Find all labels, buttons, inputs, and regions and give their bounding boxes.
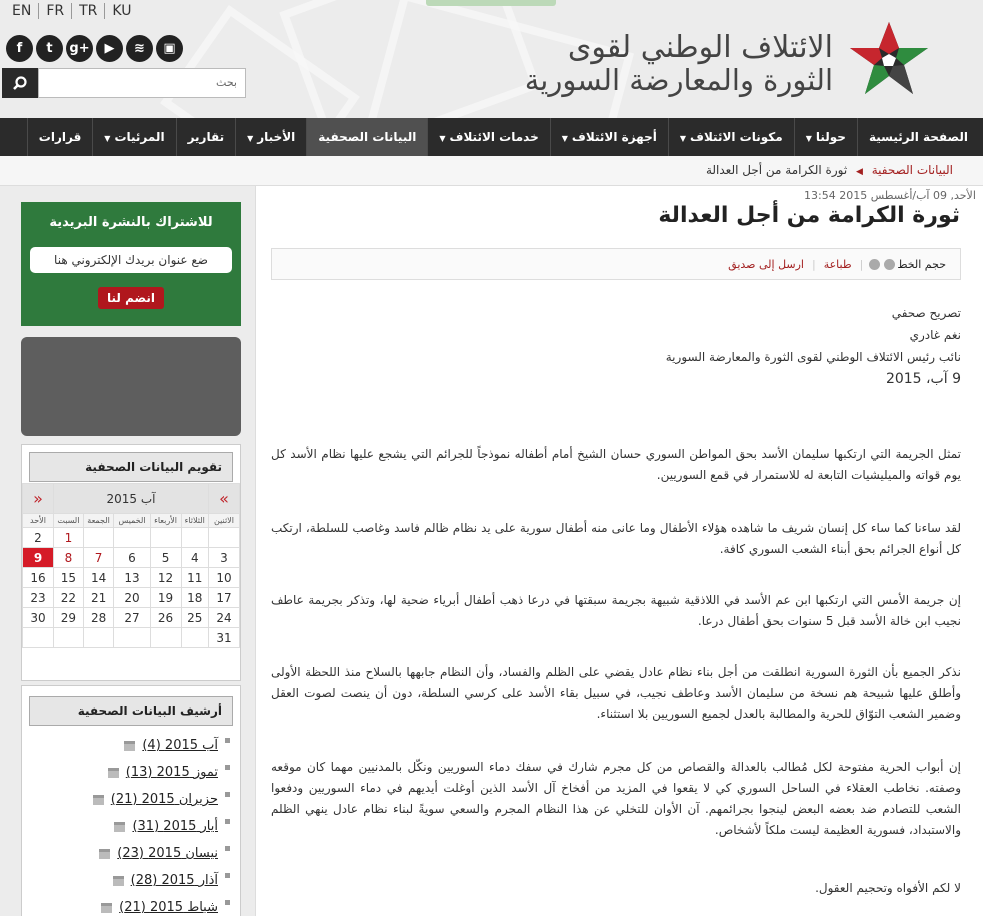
nav-item-label: الصفحة الرئيسية: [868, 130, 968, 144]
calendar-day: 25: [181, 608, 208, 628]
calendar-day: [83, 628, 114, 648]
calendar-day: [181, 528, 208, 548]
article-paragraph: إن جريمة الأمس التي ارتكبها ابن عم الأسد في اللاذقية شبيهة بجريمة سبقتها في درعا ذهب أطفال أبرياء ضحية لها، وتذكر بجريمة عاطف نجيب ابن خالة الأسد قبل 5 سنوات بحق أطفال درعا.: [271, 593, 961, 628]
article-header-lines: [271, 302, 961, 390]
calendar-day: 27: [114, 608, 150, 628]
calendar-day: 31: [209, 628, 240, 648]
calendar-day: [114, 628, 150, 648]
lang-link-fr[interactable]: FR: [38, 3, 71, 19]
nav-item[interactable]: [668, 118, 794, 156]
bullet-icon: [225, 738, 230, 743]
calendar-day[interactable]: 1: [54, 528, 84, 548]
calendar-day: 19: [150, 588, 181, 608]
archive-item: [30, 786, 230, 813]
calendar-icon: [124, 741, 135, 751]
calendar-icon: [114, 822, 125, 832]
chevron-down-icon: ▼: [247, 134, 254, 143]
nav-item-label: البيانات الصحفية: [318, 130, 417, 144]
chevron-down-icon: ▼: [679, 134, 686, 143]
calendar-icon: [99, 849, 110, 859]
header-tab: [426, 0, 556, 6]
archive-item: [30, 759, 230, 786]
calendar-day: 18: [181, 588, 208, 608]
logo-line-2: الثورة والمعارضة السورية: [524, 63, 833, 97]
bullet-icon: [225, 900, 230, 905]
archive-link[interactable]: آب 2015 (4): [142, 738, 218, 753]
toolbar-divider: |: [859, 257, 864, 271]
calendar-day: 26: [150, 608, 181, 628]
newsletter-join-button[interactable]: انضم لنا: [98, 287, 164, 309]
nav-item-label: مكونات الائتلاف: [690, 130, 783, 144]
font-decrease-icon[interactable]: [884, 259, 895, 270]
nav-item-label: تقارير: [187, 130, 225, 144]
calendar-day: 21: [83, 588, 114, 608]
calendar-day-name: السبت: [54, 514, 84, 528]
calendar-day-name: الأربعاء: [150, 514, 181, 528]
bullet-icon: [225, 846, 230, 851]
archive-link[interactable]: شباط 2015 (21): [119, 900, 218, 915]
archive-link[interactable]: حزيران 2015 (21): [110, 792, 218, 807]
calendar-next-icon[interactable]: »: [209, 484, 240, 514]
calendar-day: [150, 528, 181, 548]
calendar-day: [23, 628, 54, 648]
site-header: [0, 0, 983, 118]
chevron-down-icon: ▼: [805, 134, 812, 143]
nav-item[interactable]: [27, 118, 93, 156]
sidebar-widget-placeholder: [21, 337, 241, 436]
article-title: ثورة الكرامة من أجل العدالة: [658, 203, 960, 228]
breadcrumb: [706, 163, 953, 177]
article-toolbar: [271, 248, 961, 280]
chevron-down-icon: ▼: [104, 134, 111, 143]
archive-title: أرشيف البيانات الصحفية: [29, 696, 233, 726]
archive-item: [30, 840, 230, 867]
calendar-icon: [113, 876, 124, 886]
calendar-day: 17: [209, 588, 240, 608]
calendar-title: تقويم البيانات الصحفية: [29, 452, 233, 482]
lang-link-ku[interactable]: KU: [104, 3, 138, 19]
archive-item: [30, 732, 230, 759]
search-icon: [12, 75, 28, 91]
logo-line-1: الائتلاف الوطني لقوى: [567, 30, 833, 65]
calendar-day: 5: [150, 548, 181, 568]
calendar-day: 6: [114, 548, 150, 568]
article-paragraph: نذكر الجميع بأن الثورة السورية انطلقت من أجل بناء نظام عادل يقضي على الظلم والفساد، وأن النظام جابهها بالسلاح منذ اللحظة الأولى وأطلق عليها شبيحة هم نسخة من سليمان الأسد وعاطف نجيب، في سبيل بقاء الأسد على كرسي السلطة، دون أن ينصت لصوت العقل وضمير الشعب التوّاق للحرية والمطالبة بالعدل لجميع السوريين بلا استثناء.: [271, 665, 961, 721]
calendar-day: 29: [54, 608, 84, 628]
archive-item: [30, 867, 230, 894]
author-name: نغم غادري: [909, 328, 961, 342]
chevron-down-icon: ▼: [561, 134, 568, 143]
article-paragraph: لقد ساءنا كما ساء كل إنسان شريف ما شاهده هؤلاء الأطفال وما عانى منه أطفال سورية على يد نظام ظالم فاسد وغاصب للسلطة، ارتكب كل أنواع الجرائم بحق أبناء الشعب السوري كافة.: [271, 521, 961, 556]
archive-link[interactable]: نيسان 2015 (23): [117, 846, 218, 861]
calendar-day: [114, 528, 150, 548]
calendar-day: 16: [23, 568, 54, 588]
calendar-day: 14: [83, 568, 114, 588]
calendar-day: 22: [54, 588, 84, 608]
calendar-day: 13: [114, 568, 150, 588]
nav-item-label: المرئيات: [114, 130, 165, 144]
newsletter-box: [21, 202, 241, 326]
nav-item-label: خدمات الائتلاف: [449, 130, 539, 144]
nav-item-label: قرارات: [38, 130, 82, 144]
statement-type: تصريح صحفي: [891, 306, 961, 320]
nav-item[interactable]: [306, 118, 427, 156]
calendar-day-name: الثلاثاء: [181, 514, 208, 528]
nav-item-label: أجهزة الائتلاف: [571, 130, 657, 144]
article-paragraph: إن أبواب الحرية مفتوحة لكل مُطالب بالعدالة والقصاص من كل مجرم شارك في سفك دماء السوريين ونكّل بالمدنيين مهما كان موقعه وصفته. نخاطب العقلاء في الساحل السوري كي لا يقعوا في المزيد من أفخاخ آل الأسد الذين أوغلت أيديهم في دماء السوريين ودفعوا الشعب للتصادم ضد بعضه البعض لينجوا بجرائمهم. آن الأوان للتخلي عن هذا النظام المجرم والسعي سويةً لبناء نظام عادل ينهي الظلم والاستبداد، فسورية العظيمة ليست ملكاً لأشخاص.: [271, 760, 961, 837]
nav-item[interactable]: [176, 118, 236, 156]
search-bar: [2, 68, 246, 98]
calendar-day: 15: [54, 568, 84, 588]
calendar-day[interactable]: 9: [23, 548, 54, 568]
lang-link-en[interactable]: EN: [12, 3, 32, 19]
newsletter-title: للاشتراك بالنشرة البريدية: [49, 215, 213, 230]
main-navigation: [0, 118, 983, 156]
nav-item[interactable]: [857, 118, 979, 156]
font-increase-icon[interactable]: [869, 259, 880, 270]
toolbar-divider: |: [812, 257, 816, 271]
calendar-day-name: الجمعة: [83, 514, 114, 528]
instagram-icon[interactable]: ▣: [156, 35, 183, 62]
nav-item[interactable]: [794, 118, 857, 156]
calendar-icon: [108, 768, 119, 778]
article-paragraph: تمثل الجريمة التي ارتكبها سليمان الأسد بحق المواطن السوري حسان الشيخ أمام أطفاله نموذجاً للجرائم التي يشجع عليها نظام الأسد كل يوم قواته والميليشيات التابعة له للاستمرار في قمع السوريين.: [271, 447, 961, 482]
author-role: نائب رئيس الائتلاف الوطني لقوى الثورة والمعارضة السورية: [665, 350, 961, 364]
archive-item: [30, 813, 230, 840]
calendar-day: [54, 628, 84, 648]
facebook-icon[interactable]: f: [6, 35, 33, 62]
calendar-day: 4: [181, 548, 208, 568]
lang-link-tr[interactable]: TR: [71, 3, 104, 19]
article-date: الأحد, 09 آب/أغسطس 2015 13:54: [804, 189, 976, 202]
archive-link[interactable]: أيار 2015 (31): [132, 819, 218, 834]
rss-icon[interactable]: ≋: [126, 35, 153, 62]
calendar-icon: [93, 795, 104, 805]
calendar-day: 2: [23, 528, 54, 548]
bullet-icon: [225, 792, 230, 797]
search-input[interactable]: بحث: [38, 68, 246, 98]
calendar-day: 12: [150, 568, 181, 588]
nav-item-label: حولنا: [815, 130, 846, 144]
calendar-day: 28: [83, 608, 114, 628]
calendar-day: 11: [181, 568, 208, 588]
googleplus-icon[interactable]: g+: [66, 35, 93, 62]
youtube-icon[interactable]: ▶: [96, 35, 123, 62]
press-archive: [21, 685, 241, 916]
calendar-prev-icon[interactable]: «: [23, 484, 54, 514]
statement-date: 9 آب، 2015: [885, 371, 961, 387]
bullet-icon: [225, 873, 230, 878]
press-calendar: [21, 444, 241, 681]
newsletter-email-input[interactable]: ضع عنوان بريدك الإلكتروني هنا: [30, 247, 232, 273]
nav-item[interactable]: [427, 118, 549, 156]
chevron-down-icon: ▼: [439, 134, 446, 143]
nav-item[interactable]: [235, 118, 306, 156]
calendar-day: [83, 528, 114, 548]
calendar-day: [181, 628, 208, 648]
print-link[interactable]: طباعة: [823, 257, 852, 271]
bullet-icon: [225, 819, 230, 824]
article-paragraph: لا لكم الأفواه وتحجيم العقول.: [815, 881, 961, 895]
social-links: [6, 35, 183, 62]
send-to-friend-link[interactable]: ارسل إلى صديق: [728, 257, 804, 271]
breadcrumb-current: ثورة الكرامة من أجل العدالة: [705, 163, 848, 177]
nav-item[interactable]: [92, 118, 175, 156]
calendar-month-label: آب 2015: [54, 484, 209, 514]
breadcrumb-parent-link[interactable]: البيانات الصحفية: [871, 163, 953, 177]
calendar-day: [209, 528, 240, 548]
breadcrumb-separator-icon: ◀: [855, 167, 863, 177]
search-button[interactable]: [2, 68, 38, 98]
calendar-day[interactable]: 7: [83, 548, 114, 568]
calendar-day: 30: [23, 608, 54, 628]
calendar-day-name: الأحد: [23, 514, 54, 528]
language-switcher: [6, 3, 138, 19]
archive-list: [30, 732, 230, 916]
archive-link[interactable]: آذار 2015 (28): [130, 873, 218, 888]
site-logo-text[interactable]: [525, 32, 833, 96]
calendar-day: 23: [23, 588, 54, 608]
calendar-day-name: الخميس: [114, 514, 150, 528]
calendar-day: 20: [114, 588, 150, 608]
calendar-day[interactable]: 8: [54, 548, 84, 568]
archive-item: [30, 894, 230, 916]
calendar-day: 10: [209, 568, 240, 588]
calendar-icon: [101, 903, 112, 913]
calendar-day: [150, 628, 181, 648]
nav-item[interactable]: [550, 118, 668, 156]
calendar-grid: [22, 483, 240, 648]
nav-item-label: الأخبار: [257, 130, 296, 144]
font-size-label: حجم الخط: [897, 257, 946, 271]
coalition-star-logo-icon[interactable]: [846, 18, 932, 98]
archive-link[interactable]: تموز 2015 (13): [125, 765, 218, 780]
calendar-day: 3: [209, 548, 240, 568]
calendar-day: 24: [209, 608, 240, 628]
bullet-icon: [225, 765, 230, 770]
twitter-icon[interactable]: t: [36, 35, 63, 62]
calendar-day-name: الاثنين: [209, 514, 240, 528]
